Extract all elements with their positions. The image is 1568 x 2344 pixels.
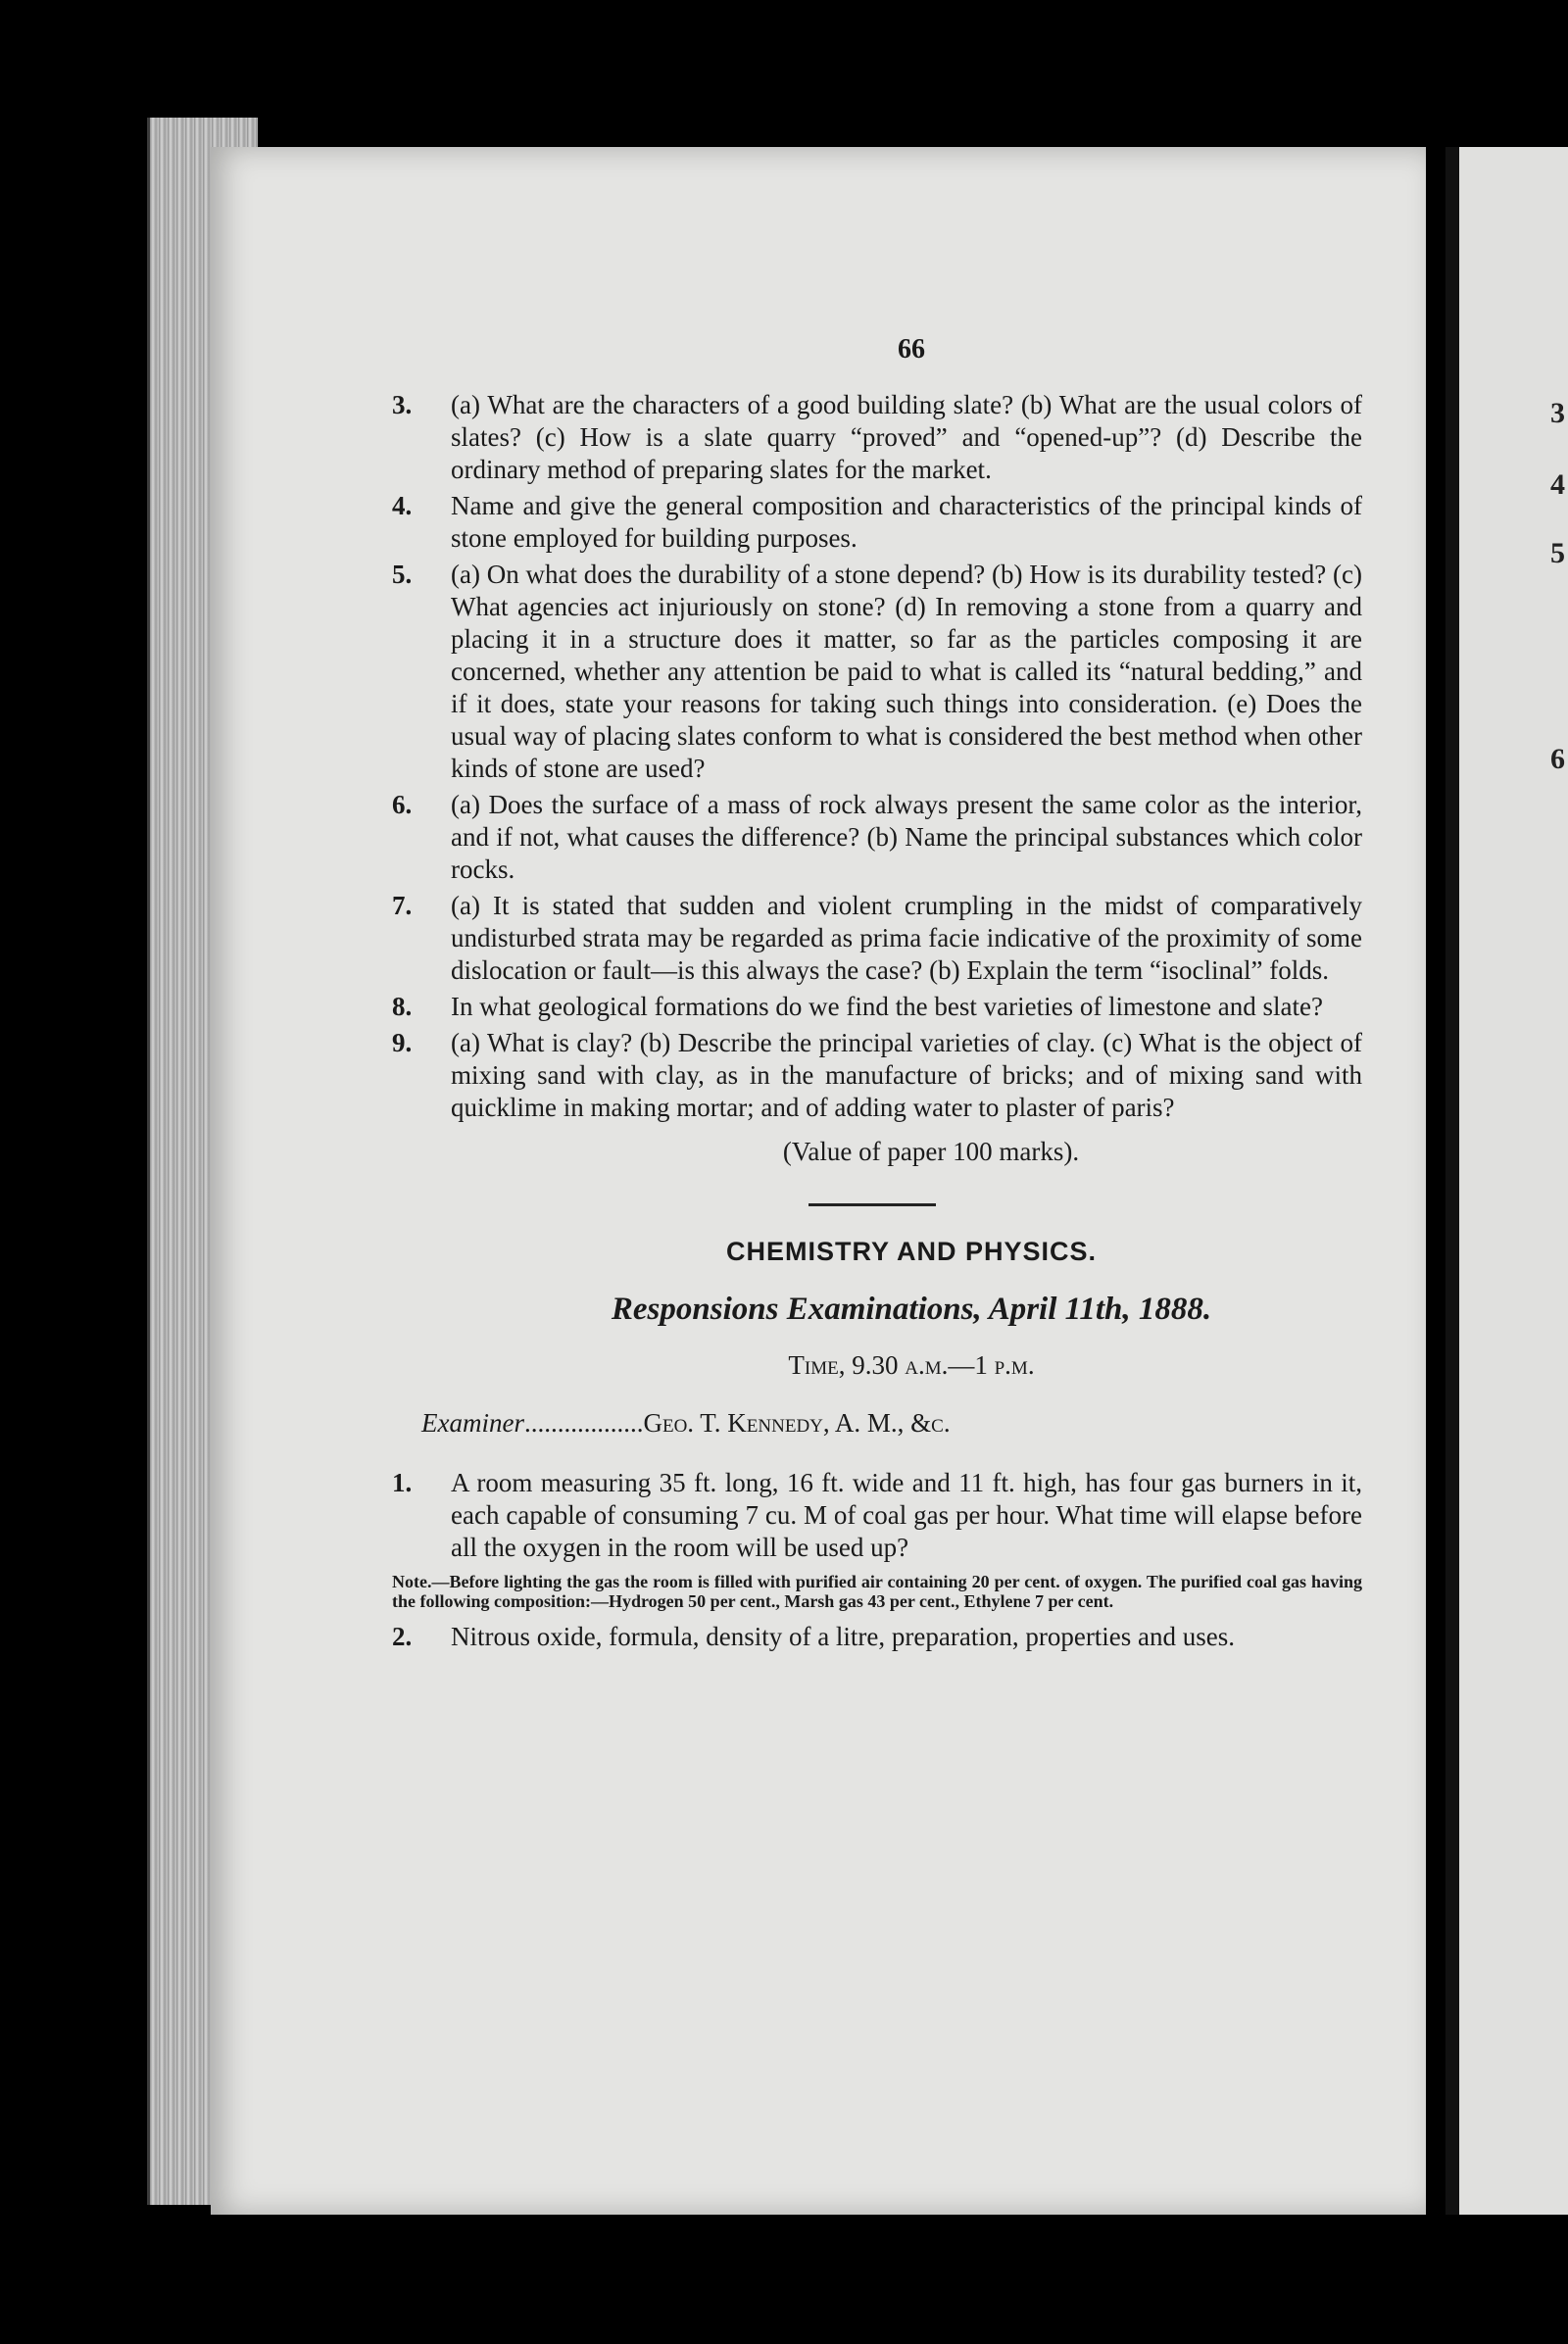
question-number: 7. (392, 891, 413, 920)
examiner-line (421, 1407, 1362, 1440)
chemistry-questions (382, 1467, 1362, 1653)
question-item (382, 991, 1362, 1023)
question-text: (a) What are the characters of a good building slate? (b) What are the usual colors of slates? (c) How is a slate quarry “proved” and “opened-up”? (d) Describe the ordinary method of preparing slates for the market. (451, 390, 1362, 484)
exam-title: Responsions Examinations, April 11th, 1888. (611, 1292, 1212, 1327)
question-item (382, 389, 1362, 486)
section-title: CHEMISTRY AND PHYSICS. (725, 1237, 1098, 1266)
exam-time: Time, 9.30 a.m.—1 p.m. (788, 1350, 1035, 1380)
question-text: Nitrous oxide, formula, density of a litre, preparation, properties and uses. (451, 1622, 1236, 1651)
question-text: (a) It is stated that sudden and violent crumpling in the midst of comparatively undisturbed strata may be regarded as prima facie indicative of the proximity of some dislocation or fault—is this always the case? (b) Explain the term “isoclinal” folds. (451, 891, 1362, 985)
question-item (382, 789, 1362, 886)
page-content (382, 333, 1362, 1657)
facing-page-edge (1446, 147, 1568, 2215)
question-number: 5. (392, 560, 413, 589)
facing-page-number: 3 (1550, 397, 1565, 429)
question-text: Name and give the general composition and characteristics of the principal kinds of stone employed for building purposes. (451, 491, 1362, 553)
examiner-label: Examiner (421, 1408, 524, 1438)
question-text: (a) On what does the durability of a stone depend? (b) How is its durability tested? (c) What agencies act injuriously on stone? (d) In removing a stone from a quarry and placing it in a structure does it matter, so far as the particles composing it are concerned, whether any attention be paid to what is called its “natural bedding,” and if it does, state your reasons for taking such things into consideration. (e) Does the usual way of placing slates conform to what is considered the best method when other kinds of stone are used? (451, 560, 1362, 783)
facing-page-number: 5 (1550, 537, 1565, 569)
question-text: (a) What is clay? (b) Describe the principal varieties of clay. (c) What is the object of mixing sand with clay, as in the manufacture of bricks; and of mixing sand with quicklime in making mortar; and of adding water to plaster of paris? (451, 1028, 1362, 1122)
question-number: 4. (392, 491, 413, 520)
examiner-dots: .................. (523, 1408, 644, 1438)
question-item (382, 890, 1362, 987)
examiner-name: Geo. T. Kennedy, A. M., &c. (643, 1408, 951, 1438)
question-item (382, 1467, 1362, 1564)
facing-page-number: 4 (1550, 468, 1565, 501)
question-number: 9. (392, 1028, 413, 1057)
question-item (382, 1027, 1362, 1124)
question-number: 8. (392, 992, 413, 1021)
question-text: In what geological formations do we find the best varieties of limestone and slate? (451, 992, 1323, 1021)
facing-page-number: 6 (1550, 743, 1565, 775)
question-number: 1. (392, 1468, 413, 1497)
question-text: (a) Does the surface of a mass of rock always present the same color as the interior, and if not, what causes the difference? (b) Name the principal substances which color rocks. (451, 790, 1362, 884)
question-item (382, 559, 1362, 785)
question-note: Note.—Before lighting the gas the room is filled with purified air containing 20 per cent. of oxygen. The purified coal gas having the following composition:—Hydrogen 50 per cent., Marsh gas 43 per cent., Ethylene 7 per cent. (392, 1572, 1362, 1611)
question-number: 2. (392, 1622, 413, 1651)
question-text: A room measuring 35 ft. long, 16 ft. wide and 11 ft. high, has four gas burners in it, each capable of consuming 7 cu. M of coal gas per hour. What time will elapse before all the oxygen in the room will be used up? (451, 1468, 1362, 1562)
question-number: 6. (392, 790, 413, 819)
section-divider (808, 1203, 936, 1206)
paper-value-note: (Value of paper 100 marks). (782, 1137, 1080, 1166)
page-number: 66 (898, 334, 925, 365)
question-item (382, 1621, 1362, 1653)
question-number: 3. (392, 390, 413, 419)
question-item (382, 490, 1362, 555)
